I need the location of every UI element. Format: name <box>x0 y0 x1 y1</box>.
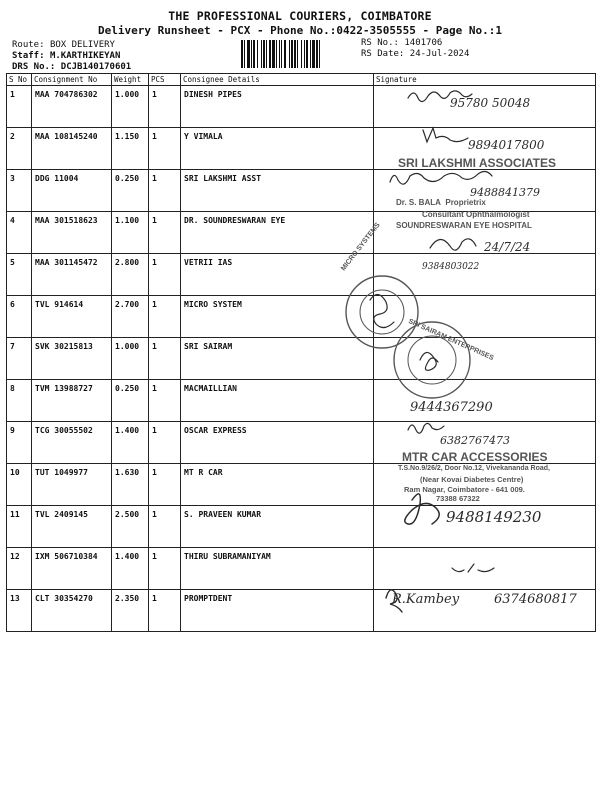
cell-weight: 1.100 <box>112 212 149 254</box>
mtr-stamp-line-5: 73388 67322 <box>436 494 480 503</box>
cell-sno: 5 <box>7 254 32 296</box>
cell-weight: 1.400 <box>112 548 149 590</box>
mtr-stamp-line-1: MTR CAR ACCESSORIES <box>402 450 548 464</box>
col-header-weight: Weight <box>112 74 149 86</box>
micro-systems-stamp-outer <box>346 276 418 348</box>
cell-consignment: SVK 30215813 <box>32 338 112 380</box>
cell-consignee: OSCAR EXPRESS <box>181 422 374 464</box>
staff-value: M.KARTHIKEYAN <box>49 51 121 61</box>
name-row-13: R.Kambey <box>392 592 460 607</box>
phone-row-5: 9384803022 <box>422 262 480 272</box>
signature-scribble-11 <box>405 494 439 524</box>
cell-weight: 0.250 <box>112 380 149 422</box>
phone-row-11: 9488149230 <box>446 508 542 526</box>
cell-consignment: CLT 30354270 <box>32 590 112 632</box>
cell-sno: 13 <box>7 590 32 632</box>
phone-row-13: 6374680817 <box>494 592 577 607</box>
cell-weight: 0.250 <box>112 170 149 212</box>
cell-weight: 2.700 <box>112 296 149 338</box>
cell-pcs: 1 <box>149 548 181 590</box>
mtr-stamp-line-2: T.S.No.9/26/2, Door No.12, Vivekananda Road, <box>398 465 550 472</box>
phone-row-8: 9444367290 <box>410 400 493 415</box>
cell-sno: 6 <box>7 296 32 338</box>
staff-label: Staff: <box>12 51 45 61</box>
cell-sno: 11 <box>7 506 32 548</box>
rs-no-label: RS No.: <box>361 38 399 48</box>
phone-row-2: 9894017800 <box>468 138 545 152</box>
cell-pcs: 1 <box>149 590 181 632</box>
cell-consignee: PROMPTDENT <box>181 590 374 632</box>
cell-sno: 8 <box>7 380 32 422</box>
drs-value: DCJB140170601 <box>60 62 132 72</box>
cell-sno: 12 <box>7 548 32 590</box>
dr-stamp-role: Proprietrix <box>445 198 486 207</box>
cell-consignment: MAA 704786302 <box>32 86 112 128</box>
cell-consignment: IXM 506710384 <box>32 548 112 590</box>
mtr-stamp-line-3: (Near Kovai Diabetes Centre) <box>420 475 524 484</box>
cell-consignee: S. PRAVEEN KUMAR <box>181 506 374 548</box>
date-row-5: 24/7/24 <box>484 240 531 254</box>
rs-no-value: 1401706 <box>404 38 443 48</box>
cell-weight: 2.350 <box>112 590 149 632</box>
cell-consignee: MT R CAR <box>181 464 374 506</box>
cell-sno: 9 <box>7 422 32 464</box>
cell-consignment: MAA 301145472 <box>32 254 112 296</box>
cell-consignee: Y VIMALA <box>181 128 374 170</box>
lakshmi-stamp: SRI LAKSHMI ASSOCIATES <box>398 156 557 170</box>
runsheet-subtitle: Delivery Runsheet - PCX - Phone No.:0422-3505555 - Page No.:1 <box>98 24 502 37</box>
phone-row-9: 6382767473 <box>440 434 510 447</box>
signature-scribble-3 <box>390 171 492 184</box>
dr-stamp-line-4: SOUNDRESWARAN EYE HOSPITAL <box>396 221 532 230</box>
cell-consignee: THIRU SUBRAMANIYAM <box>181 548 374 590</box>
rs-date-value: 24-Jul-2024 <box>409 49 470 59</box>
cell-weight: 1.630 <box>112 464 149 506</box>
cell-sno: 7 <box>7 338 32 380</box>
mtr-stamp-line-4: Ram Nagar, Coimbatore - 641 009. <box>404 485 525 494</box>
cell-pcs: 1 <box>149 86 181 128</box>
cell-weight: 1.000 <box>112 86 149 128</box>
cell-consignee: MACMAILLIAN <box>181 380 374 422</box>
cell-consignment: MAA 301518623 <box>32 212 112 254</box>
micro-systems-signature <box>370 294 394 327</box>
cell-sno: 3 <box>7 170 32 212</box>
rs-date-label: RS Date: <box>361 49 405 59</box>
phone-row-1: 95780 50048 <box>450 96 531 110</box>
route-value: BOX DELIVERY <box>49 40 115 50</box>
cell-sno: 2 <box>7 128 32 170</box>
col-header-signature: Signature <box>374 74 596 86</box>
cell-weight: 1.000 <box>112 338 149 380</box>
cell-weight: 2.500 <box>112 506 149 548</box>
cell-weight: 1.400 <box>112 422 149 464</box>
micro-systems-ring: MICRO SYSTEMS <box>340 221 382 273</box>
col-header-consignment: Consignment No <box>32 74 112 86</box>
dr-stamp-line-1 <box>396 198 486 207</box>
cell-consignment: TVM 13988727 <box>32 380 112 422</box>
cell-pcs: 1 <box>149 212 181 254</box>
col-header-sno: S No <box>7 74 32 86</box>
col-header-consignee: Consignee Details <box>181 74 374 86</box>
sairam-signature <box>420 352 438 370</box>
dr-stamp-line-3: Consultant Ophthalmologist <box>422 210 530 219</box>
cell-pcs: 1 <box>149 254 181 296</box>
route-label: Route: <box>12 40 45 50</box>
cell-pcs: 1 <box>149 338 181 380</box>
sairam-ring: SRI SAIRAM ENTERPRISES <box>407 318 495 363</box>
cell-weight: 1.150 <box>112 128 149 170</box>
col-header-pcs: PCS <box>149 74 181 86</box>
phone-row-4: 9488841379 <box>470 186 540 199</box>
cell-pcs: 1 <box>149 422 181 464</box>
signature-scribble-5 <box>430 239 476 250</box>
cell-consignee: DINESH PIPES <box>181 86 374 128</box>
cell-consignee: VETRII IAS <box>181 254 374 296</box>
drs-label: DRS No.: <box>12 62 56 72</box>
cell-sno: 4 <box>7 212 32 254</box>
cell-pcs: 1 <box>149 464 181 506</box>
cell-sno: 10 <box>7 464 32 506</box>
signature-scribble-9 <box>408 423 444 433</box>
cell-weight: 2.800 <box>112 254 149 296</box>
cell-consignment: TCG 30055502 <box>32 422 112 464</box>
cell-pcs: 1 <box>149 380 181 422</box>
signature-scribble-2 <box>423 128 468 142</box>
cell-consignee: SRI SAIRAM <box>181 338 374 380</box>
cell-sno: 1 <box>7 86 32 128</box>
cell-consignment: MAA 108145240 <box>32 128 112 170</box>
cell-consignment: TVL 914614 <box>32 296 112 338</box>
cell-consignment: DDG 11004 <box>32 170 112 212</box>
cell-pcs: 1 <box>149 128 181 170</box>
cell-consignment: TUT 1049977 <box>32 464 112 506</box>
cell-pcs: 1 <box>149 170 181 212</box>
cell-pcs: 1 <box>149 296 181 338</box>
cell-pcs: 1 <box>149 506 181 548</box>
cell-consignment: TVL 2409145 <box>32 506 112 548</box>
company-title: THE PROFESSIONAL COURIERS, COIMBATORE <box>168 9 432 23</box>
signature-scribble-12 <box>452 564 494 572</box>
dr-stamp-name: Dr. S. BALA <box>396 198 441 207</box>
cell-consignee: SRI LAKSHMI ASST <box>181 170 374 212</box>
cell-consignee: DR. SOUNDRESWARAN EYE <box>181 212 374 254</box>
cell-consignee: MICRO SYSTEM <box>181 296 374 338</box>
